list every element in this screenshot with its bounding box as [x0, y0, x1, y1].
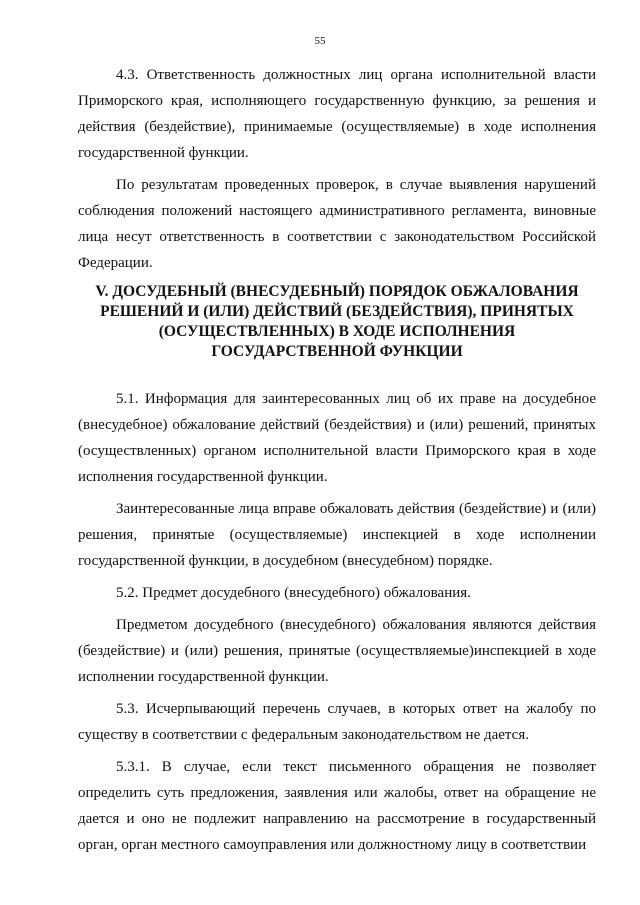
paragraph-4-3: 4.3. Ответственность должностных лиц органа исполнительной власти Приморского края, исполняющего государственную функцию, за решения и действия (бездействие), принимаемые (осуществляемые) в ходе исполнения государственной функции.	[78, 67, 596, 161]
document-body	[78, 62, 596, 864]
paragraph-5-2: 5.2. Предмет досудебного (внесудебного) обжалования.	[116, 585, 471, 601]
paragraph-5-1: 5.1. Информация для заинтересованных лиц об их праве на досудебное (внесудебное) обжалование действий (бездействия) и (или) решений, принятых (осуществленных) органом исполнительной власти Приморского края в ходе исполнения государственной функции.	[78, 391, 596, 485]
paragraph-5-3-1: 5.3.1. В случае, если текст письменного обращения не позволяет определить суть предложения, заявления или жалобы, ответ на обращение не дается и оно не подлежит направлению на рассмотрение в государственный орган, орган местного самоуправления или должностному лицу в соответствии	[78, 759, 596, 853]
paragraph-appeal-right: Заинтересованные лица вправе обжаловать действия (бездействие) и (или) решения, принятые (осуществляемые) инспекцией в ходе исполнении государственной функции, в досудебном (внесудебном) порядке.	[78, 501, 596, 569]
section-heading: V. ДОСУДЕБНЫЙ (ВНЕСУДЕБНЫЙ) ПОРЯДОК ОБЖАЛОВАНИЯ РЕШЕНИЙ И (ИЛИ) ДЕЙСТВИЙ (БЕЗДЕЙСТВИЯ), ПРИНЯТЫХ (ОСУЩЕСТВЛЕННЫХ) В ХОДЕ ИСПОЛНЕНИЯ ГОСУДАРСТВЕННОЙ ФУНКЦИИ	[95, 283, 579, 360]
paragraph-5-3: 5.3. Исчерпывающий перечень случаев, в которых ответ на жалобу по существу в соответствии с федеральным законодательством не дается.	[78, 701, 596, 743]
page-number: 55	[314, 35, 326, 47]
paragraph-inspection-results: По результатам проведенных проверок, в случае выявления нарушений соблюдения положений настоящего административного регламента, виновные лица несут ответственность в соответствии с законодательством Российской Федерации.	[78, 177, 596, 271]
paragraph-appeal-subject: Предметом досудебного (внесудебного) обжалования являются действия (бездействие) и (или) решения, принятые (осуществляемые)инспекцией в ходе исполнении государственной функции.	[78, 617, 596, 685]
